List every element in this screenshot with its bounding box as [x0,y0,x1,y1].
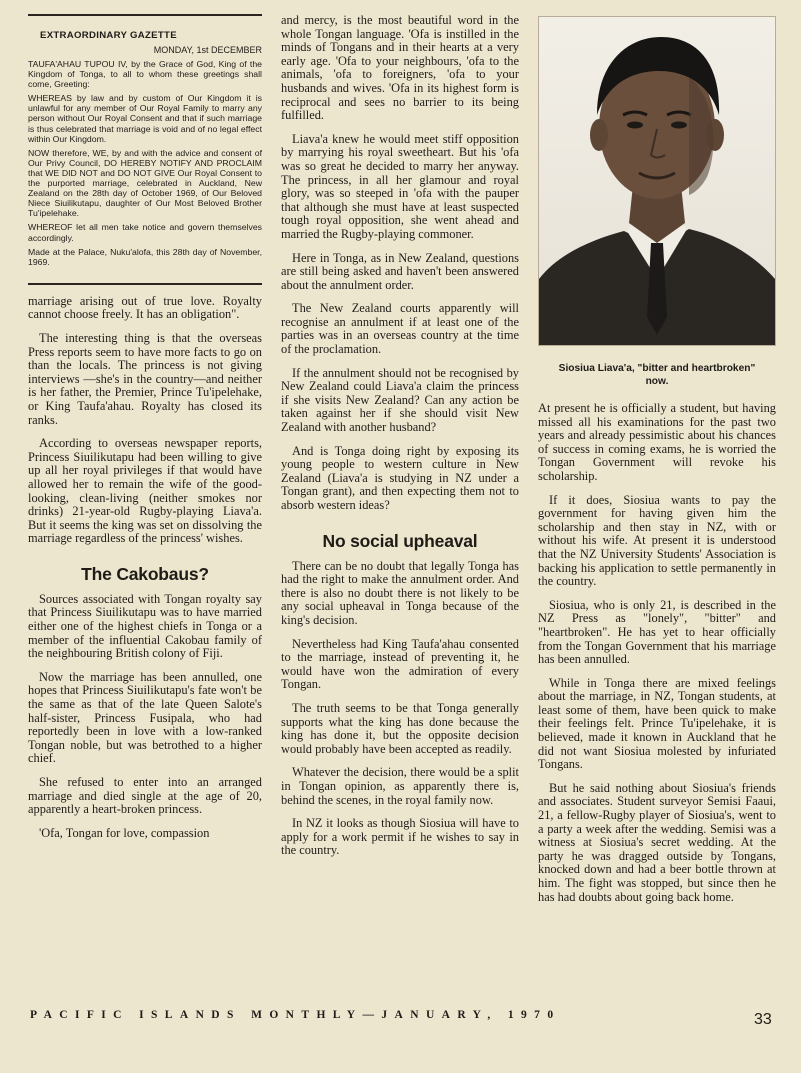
body-paragraph: And is Tonga doing right by exposing its young people to western culture in New Zealand (Liava'a is studying in NZ under a Tongan grant), and then expecting them not to absorb western ideas? [281,443,519,512]
gazette-paragraph: WHEREAS by law and by custom of Our Kingdom it is unlawful for any member of Our Royal Family to marry any person without Our Royal Consent and that if such marriage is thus celebrated that marriage is void and of no legal effect within Our Kingdom. [28,93,262,144]
body-paragraph: Siosiua, who is only 21, is described in the NZ Press as "lonely", "bitter" and "heartbroken". He has yet to hear officially from the Tongan Government that his marriage has been annulled. [538,597,776,667]
portrait-photo [538,16,776,346]
body-paragraph: Nevertheless had King Taufa'ahau consented to the marriage, instead of preventing it, he would have won the admiration of every Tongan. [281,636,519,692]
body-paragraph: Here in Tonga, as in New Zealand, questions are still being asked and haven't been answered about the annulment order. [281,250,519,292]
body-paragraph: According to overseas newspaper reports, Princess Siuilikutapu had been willing to give up all her royal privileges if that would have allowed her to remain the wife of the good-looking, clean-living (neither smokes nor drinks) 21-year-old Rugby-playing Liava'a. But it seems the king was set on dissolving the marriage regardless of the princess' wishes. [28,436,262,546]
body-paragraph: Whatever the decision, there would be a split in Tongan opinion, as apparently there is, behind the scenes, in the royal family now. [281,765,519,807]
section-heading: The Cakobaus? [81,563,209,584]
page-number: 33 [754,1011,772,1028]
gazette-date: MONDAY, 1st DECEMBER [153,45,262,55]
body-paragraph: The interesting thing is that the overseas Press reports seem to have more facts to go on than the locals. The princess is not giving interviews —she's in the country—and neither is her father, the Premier, Prince Tu'ipelehake, or King Taufa'ahau. Royalty has closed its ranks. [28,330,262,427]
body-paragraph: The truth seems to be that Tonga generally supports what the king has done because the king has done it, but the opposite decision would probably have been accepted as readily. [281,700,519,756]
body-paragraph: Liava'a knew he would meet stiff opposition by marrying his royal sweetheart. But his 'ofa was so great he decided to marry her anyway. The princess, in all her glamour and royal glory, was so steeped in 'ofa with the pauper that although she must have at least suspected tough royal opposition, she went ahead and married the Rugby-playing commoner. [281,131,519,241]
body-paragraph: In NZ it looks as though Siosiua will have to apply for a work permit if he wishes to say in the country. [281,816,519,858]
body-paragraph: and mercy, is the most beautiful word in the whole Tongan language. 'Ofa is instilled in the minds of Tongans and in their hearts at a very early age. 'Ofa to your neighbours, 'ofa to the animals, 'ofa to foreigners, 'ofa to your husbands and wives. 'Ofa in its highest form is reciprocal and sees no barrier to its being fulfilled. [281,13,519,123]
body-paragraph: If the annulment should not be recognised by New Zealand could Liava'a claim the princess if she visits New Zealand? Can any action be taken against her if she should visit New Zealand with another husband? [281,365,519,435]
body-paragraph: The New Zealand courts apparently will recognise an annulment if at least one of the parties was in an overseas country at the time of the proclamation. [281,301,519,357]
column-1 [28,14,262,850]
body-paragraph: While in Tonga there are mixed feelings about the marriage, in NZ, Tongan students, at least some of them, have been quick to make their feelings felt. Prince Tu'ipelehake, it is believed, made it known in Auckland that he did not want Siosiua molested by infuriated Tongans. [538,675,776,772]
portrait-illustration [539,17,775,345]
column-2 [281,14,519,868]
body-paragraph: marriage arising out of true love. Royalty cannot choose freely. It has an obligation". [28,293,262,322]
body-paragraph: But he said nothing about Siosiua's friends and associates. Student surveyor Semisi Faaui, 21, a fellow-Rugby player of Siosiua's, went to a party a week after the wedding. Semisi was a witness at Siosiua's secret wedding. At the party he was dragged outside by Tongans, knocked down and had a beer bottle thrown at him. The fight was stopped, but since then he has had doubts about going back home. [538,780,776,904]
body-paragraph: At present he is officially a student, but having missed all his examinations for the past two years and already pessimistic about his chances of success in coming exams, he is worried the Tongan Government will revoke his scholarship. [538,401,776,483]
body-paragraph: She refused to enter into an arranged marriage and died single at the age of 20, apparently a heart-broken princess. [28,775,262,817]
gazette-box [28,16,262,285]
gazette-paragraph: NOW therefore, WE, by and with the advice and consent of Our Privy Council, DO HEREBY NOTIFY AND PROCLAIM that WE DID NOT and DO NOT GIVE Our Royal Consent to the purported marriage, celebrated in Auckland, New Zealand on the 28th day of October 1969, of Our Beloved Niece Siuilikutapu, daughter of Our Most Beloved Brother Tu'ipelehake. [28,147,262,219]
gazette-title: EXTRAORDINARY GAZETTE [40,30,177,41]
gazette-paragraph: TAUFA'AHAU TUPOU IV, by the Grace of God, King of the Kingdom of Tonga, to all to whom these greetings shall come, Greeting: [28,59,262,90]
body-paragraph: There can be no doubt that legally Tonga has had the right to make the annulment order. And there is also no doubt there is not likely to be any social upheaval in Tonga because of the king's decision. [281,558,519,627]
body-paragraph: Sources associated with Tongan royalty say that Princess Siuilikutapu was to have married either one of the highest chiefs in Tonga or a member of the influential Cakobau family of the neighbouring British colony of Fiji. [28,591,262,661]
column-3 [538,16,776,914]
photo-caption: Siosiua Liava'a, "bitter and heartbroken" now. [558,363,756,387]
body-paragraph: 'Ofa, Tongan for love, compassion [39,825,210,840]
section-heading: No social upheaval [322,530,478,551]
body-paragraph: Now the marriage has been annulled, one hopes that Princess Siuilikutapu's fate won't be the same as that of the late Queen Salote's half-sister, Princess Fusipala, who had reportedly been in love with a low-ranked Tongan noble, but was betrothed to a higher chief. [28,669,262,766]
gazette-paragraph: WHEREOF let all men take notice and govern themselves accordingly. [28,222,262,243]
body-paragraph: If it does, Siosiua wants to pay the government for having given him the scholarship and then stay in NZ, with or without his wife. At present it is understood that the NZ University Students' Association is backing his application to settle permanently in the country. [538,492,776,589]
gazette-paragraph: Made at the Palace, Nuku'alofa, this 28th day of November, 1969. [28,246,262,267]
running-footer: PACIFIC ISLANDS MONTHLY—JANUARY, 1970 [30,1009,561,1021]
